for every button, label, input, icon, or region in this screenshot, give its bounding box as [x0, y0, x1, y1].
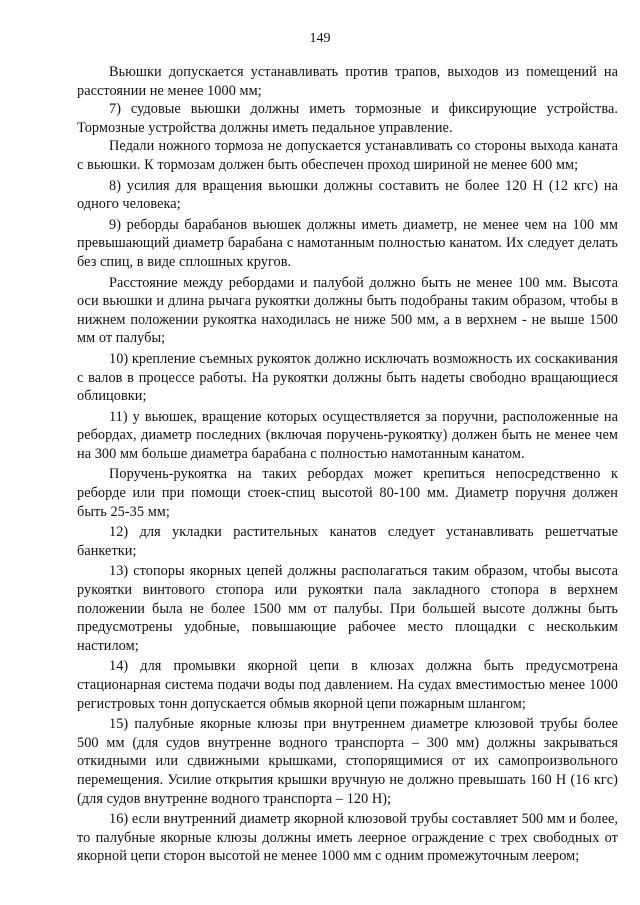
paragraph-3: Педали ножного тормоза не допускается устанавливать со стороны выхода каната с вьюшки. К тормозам должен быть обеспечен проход шириной не менее 600 мм;	[77, 138, 618, 173]
paragraph-8: 11) у вьюшек, вращение которых осуществляется за поручни, расположенные на ребордах, диаметр последних (включая поручень-рукоятку) должен быть не менее чем на 300 мм больше диаметра барабана с полностью намотанным канатом.	[77, 408, 618, 462]
paragraph-4: 8) усилия для вращения вьюшки должны составить не более 120 Н (12 кгс) на одного человека;	[77, 177, 618, 213]
paragraph-7: 10) крепление съемных рукояток должно исключать возможность их соскакивания с валов в процессе работы. На рукоятки должны быть надеты свободно вращающиеся облицовки;	[77, 350, 618, 405]
paragraph-14: 16) если внутренний диаметр якорной клюзовой трубы составляет 500 мм и более, то палубные якорные клюзы должны иметь леерное ограждение с трех свободных от якорной цепи сторон высотой не менее 1000 мм с одним промежуточным леером;	[77, 811, 618, 865]
paragraph-12: 14) для промывки якорной цепи в клюзах должна быть предусмотрена стационарная система подачи воды под давлением. На судах вместимостью менее 1000 регистровых тонн допускается обмыв якорной цепи пожарным шлангом;	[77, 658, 618, 712]
paragraph-11: 13) стопоры якорных цепей должны располагаться таким образом, чтобы высота рукоятки винтового стопора или рукоятки пала закладного стопора в верхнем положении была не более 1500 мм от палубы. При большей высоте должны быть предусмотрены удобные, повышающие рабочее место площадки с нескольким настилом;	[77, 563, 618, 654]
page-number: 149	[309, 31, 331, 46]
document-body	[77, 63, 618, 866]
paragraph-13: 15) палубные якорные клюзы при внутреннем диаметре клюзовой трубы более 500 мм (для судов внутренне водного транспорта – 300 мм) должны закрываться откидными или сдвижными крышками, стопорящимися от их самопроизвольного перемещения. Усилие открытия крышки вручную не должно превышать 160 Н (16 кгс) (для судов внутренне водного транспорта – 120 Н);	[77, 716, 618, 807]
paragraph-5: 9) реборды барабанов вьюшек должны иметь диаметр, не менее чем на 100 мм превышающий диаметр барабана с намотанным полностью канатом. Их следует делать без спиц, в виде сплошных кругов.	[77, 216, 618, 270]
paragraph-6: Расстояние между ребордами и палубой должно быть не менее 100 мм. Высота оси вьюшки и длина рычага рукоятки должны быть подобраны таким образом, чтобы в нижнем положении рукоятка находилась не ниже 500 мм, а в верхнем - не выше 1500 мм от палубы;	[77, 274, 618, 347]
paragraph-2: 7) судовые вьюшки должны иметь тормозные и фиксирующие устройства. Тормозные устройства должны иметь педальное управление.	[77, 101, 618, 136]
paragraph-9: Поручень-рукоятка на таких ребордах может крепиться непосредственно к реборде или при помощи стоек-спиц высотой 80-100 мм. Диаметр поручня должен быть 25-35 мм;	[77, 466, 618, 520]
paragraph-1: Вьюшки допускается устанавливать против трапов, выходов из помещений на расстоянии не менее 1000 мм;	[77, 64, 618, 99]
paragraph-10: 12) для укладки растительных канатов следует устанавливать решетчатые банкетки;	[77, 524, 618, 559]
